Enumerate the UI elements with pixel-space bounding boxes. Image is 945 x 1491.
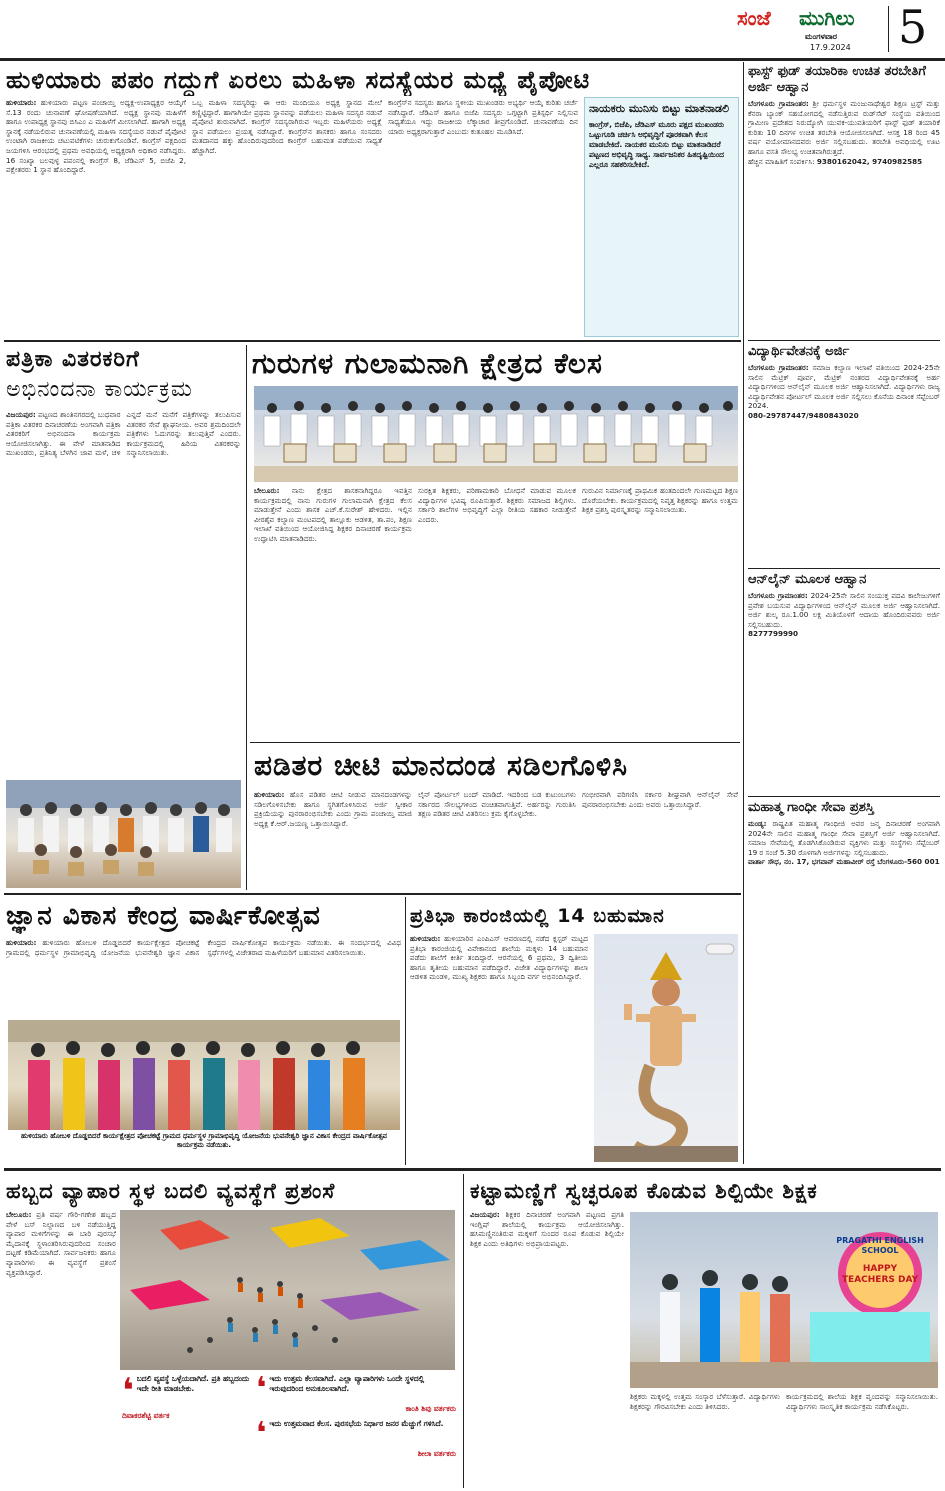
masthead-day: ಮಂಗಳವಾರ <box>805 32 838 41</box>
side2-body <box>748 363 940 573</box>
story2-headline-line2: ಅಭಿನಂದನಾ ಕಾರ್ಯಕ್ರಮ <box>6 377 193 402</box>
story4-dateline: ಹುಳಿಯಾರು: <box>254 790 285 799</box>
quote-mark-icon: ❛ <box>256 1416 267 1451</box>
story1-headline: ಹುಳಿಯಾರು ಪಪಂ ಗದ್ದುಗೆ ಏರಲು ಮಹಿಳಾ ಸದಸ್ಯೆಯರ ಮಧ್ಯೆ ಪೈಪೋಟಿ <box>6 66 591 94</box>
story7-body <box>6 1210 116 1486</box>
market-crowd-illustration <box>120 1210 455 1370</box>
story7-quote3-text: ಇದು ಉತ್ತಮವಾದ ಕೆಲಸ. ಪುರಸಭೆಯ ನಿರ್ಧಾರ ಜನರ ಮೆಚ್ಚುಗೆ ಗಳಿಸಿದೆ. <box>269 1419 444 1428</box>
side2-dateline: ಬೆಂಗಳೂರು ಗ್ರಾಮಾಂತರ: <box>748 363 809 372</box>
rule-below-story3 <box>250 742 740 743</box>
side4-text: ರಾಷ್ಟ್ರಪಿತ ಮಹಾತ್ಮ ಗಾಂಧೀಜಿ ಅವರ ಜನ್ಮ ದಿನಾಚರಣೆ ಅಂಗವಾಗಿ 2024ನೇ ಸಾಲಿನ ಮಹಾತ್ಮ ಗಾಂಧೀ ಸೇವಾ ಪ್ರಶಸ್ತಿಗೆ ಅರ್ಜಿ ಆಹ್ವಾನಿಸಲಾಗಿದೆ. ಸಮಾಜ ಸೇವೆಯಲ್ಲಿ ತೊಡಗಿಸಿಕೊಂಡಿರುವ ವ್ಯಕ್ತಿಗಳು ಮತ್ತು ಸಂಸ್ಥೆಗಳು ಸೆಪ್ಟೆಂಬರ್ 19 ರ ಸಂಜೆ 5.30 ರೊಳಗಾಗಿ ಅರ್ಜಿಗಳನ್ನು ಸಲ್ಲಿಸಬಹುದು. <box>748 819 940 857</box>
story7-quote2-text: ಇದು ಉತ್ತಮ ಕೆಲಸವಾಗಿದೆ. ಎಲ್ಲಾ ವ್ಯಾಪಾರಿಗಳು ಒಂದೇ ಸ್ಥಳದಲ್ಲಿ ಇರುವುದರಿಂದ ಅನುಕೂಲವಾಗಿದೆ. <box>269 1374 425 1393</box>
side4-dateline: ಮಂಡ್ಯ: <box>748 819 767 828</box>
logo-part1: ಸಂಜೆ <box>737 6 771 30</box>
side3-body <box>748 591 940 799</box>
felicitation-photo-illustration <box>254 386 738 482</box>
story2-dateline: ವಿಜಯಪುರ: <box>6 410 36 419</box>
story8-dateline: ವಿಜಯಪುರ: <box>470 1210 500 1219</box>
story4-col1 <box>254 790 412 888</box>
side2-phone: 080-29787447/9480843020 <box>748 410 859 420</box>
quote-box-title: ನಾಯಕರು ಮುನಿಸು ಬಿಟ್ಟು ಮಾತನಾಡಲಿ <box>589 102 730 115</box>
story7-quote1-text: ಬದಲಿ ವ್ಯವಸ್ಥೆ ಒಳ್ಳೆಯದಾಗಿದೆ. ಪ್ರತಿ ಹಬ್ಬದಂದು ಇದೇ ರೀತಿ ಮಾಡಬೇಕು. <box>136 1374 250 1393</box>
top-rule <box>0 58 945 61</box>
story7-text: ಪ್ರತಿ ವರ್ಷ ಗೌರಿ-ಗಣೇಶ ಹಬ್ಬದ ವೇಳೆ ಬಸ್ ನಿಲ್ದಾಣದ ಬಳಿ ನಡೆಯುತ್ತಿದ್ದ ವ್ಯಾಪಾರ ಮಳಿಗೆಗಳನ್ನು ಈ ಬಾರಿ ಪುರಸಭೆ ಮೈದಾನಕ್ಕೆ ಸ್ಥಳಾಂತರಿಸಿರುವುದರಿಂದ ಸಂಚಾರ ದಟ್ಟಣೆ ಕಡಿಮೆಯಾಗಿದೆ. ಸಾರ್ವಜನಿಕರು ಹಾಗೂ ವ್ಯಾಪಾರಿಗಳು ಈ ವ್ಯವಸ್ಥೆಗೆ ಪ್ರಶಂಸೆ ವ್ಯಕ್ತಪಡಿಸಿದ್ದಾರೆ. <box>6 1210 116 1277</box>
masthead <box>0 0 945 55</box>
story6-photo <box>594 934 738 1162</box>
story6-text: ಹುಳಿಯಾರಿನ ಎಂಪಿಎಸ್ ಆವರಣದಲ್ಲಿ ನಡೆದ ಕ್ಲಸ್ಟರ್ ಮಟ್ಟದ ಪ್ರತಿಭಾ ಕಾರಂಜಿಯಲ್ಲಿ ವಿವೇಕಾನಂದ ಶಾಲೆಯ ಮಕ್ಕಳು 14 ಬಹುಮಾನ ಪಡೆದು ಶಾಲೆಗೆ ಕೀರ್ತಿ ತಂದಿದ್ದಾರೆ. ಆರನೆಯಲ್ಲಿ 6 ಪ್ರಥಮ, 3 ದ್ವಿತೀಯ ಹಾಗೂ ತೃತೀಯ ಬಹುಮಾನ ಪಡೆದಿದ್ದಾರೆ. ವಿಜೇತ ವಿದ್ಯಾರ್ಥಿಗಳನ್ನು ಶಾಲಾ ಆಡಳಿತ ಮಂಡಳಿ, ಮುಖ್ಯ ಶಿಕ್ಷಕರು ಹಾಗೂ ಸಿಬ್ಬಂದಿ ವರ್ಗ ಅಭಿನಂದಿಸಿದ್ದಾರೆ. <box>410 934 588 982</box>
rule-above-bottom <box>4 1168 941 1171</box>
masthead-date: 17.9.2024 <box>810 43 851 52</box>
story6-headline: ಪ್ರತಿಭಾ ಕಾರಂಜಿಯಲ್ಲಿ 14 ಬಹುಮಾನ <box>410 905 665 927</box>
story3-photo <box>254 386 738 482</box>
story5-headline: ಜ್ಞಾನ ವಿಕಾಸ ಕೇಂದ್ರ ವಾರ್ಷಿಕೋತ್ಸವ <box>6 901 321 931</box>
story5-caption: ಹುಳಿಯಾರು ಹೋಬಳಿ ದೊಡ್ಡಬಿದರೆ ಕಾರ್ಯಕ್ಷೇತ್ರದ ಪೋಚಕಟ್ಟೆ ಗ್ರಾಮದ ಧರ್ಮಸ್ಥಳ ಗ್ರಾಮಾಭಿವೃದ್ಧಿ ಯೋಜನೆಯ ಭುವನೇಶ್ವರಿ ಜ್ಞಾನ ವಿಕಾಸ ಕೇಂದ್ರದ ವಾರ್ಷಿಕೋತ್ಸವ ಕಾರ್ಯಕ್ರಮ ನಡೆಯಿತು. <box>21 1132 387 1149</box>
story7-headline: ಹಬ್ಬದ ವ್ಯಾಪಾರ ಸ್ಥಳ ಬದಲಿ ವ್ಯವಸ್ಥೆಗೆ ಪ್ರಶಂಸೆ <box>6 1179 336 1203</box>
story7-quote1 <box>122 1371 250 1486</box>
side4-body <box>748 819 940 1159</box>
story3-col3: ಗುರುವಿನ ನಿರ್ಮಾಣಕ್ಕೆ ಪ್ರಾಥಮಿಕ ಹಂತದಿಂದಲೇ ಗುಣಮಟ್ಟದ ಶಿಕ್ಷಣ ದೊರೆಯಬೇಕು. ಕಾರ್ಯಕ್ರಮದಲ್ಲಿ ನಿವೃತ್ತ ಶಿಕ್ಷಕರನ್ನು ಹಾಗೂ ಉತ್ತಮ ಶಿಕ್ಷಕ ಪ್ರಶಸ್ತಿ ಪುರಸ್ಕೃತರನ್ನು ಸನ್ಮಾನಿಸಲಾಯಿತು. <box>582 486 738 515</box>
side3-dateline: ಬೆಂಗಳೂರು ಗ್ರಾಮಾಂತರ: <box>748 591 808 600</box>
side1-phone-label: ಹೆಚ್ಚಿನ ಮಾಹಿತಿಗೆ ಸಂಪರ್ಕಿಸಿ: <box>748 156 815 166</box>
side4 <box>748 800 940 1159</box>
side1-body <box>748 99 940 339</box>
story3-col1-text: ನಾನು ಕ್ಷೇತ್ರದ ಶಾಸಕನಾಗಿದ್ದರೂ ಇವತ್ತಿನ ಕಾರ್ಯಕ್ರಮದಲ್ಲಿ ನಾನು ಗುರುಗಳ ಗುಲಾಮನಾಗಿ ಕ್ಷೇತ್ರದ ಕೆಲಸ ಮಾಡುತ್ತೇನೆ ಎಂದು ಶಾಸಕ ಎಚ್.ಕೆ.ಸುರೇಶ್ ಹೇಳಿದರು. ಇಲ್ಲಿನ ವೀರಶೈವ ಕಲ್ಯಾಣ ಮಂಟಪದಲ್ಲಿ ತಾಲ್ಲೂಕು ಆಡಳಿತ, ತಾ.ಪಂ, ಶಿಕ್ಷಣ ಇಲಾಖೆ ವತಿಯಿಂದ ಆಯೋಜಿಸಿದ್ದ ಶಿಕ್ಷಕರ ದಿನಾಚರಣೆ ಕಾರ್ಯಕ್ರಮ ಉದ್ಘಾಟಿಸಿ ಮಾತನಾಡಿದರು. <box>254 486 412 543</box>
story6-dateline: ಹುಳಿಯಾರು: <box>410 934 441 943</box>
side3-phone: 8277799990 <box>748 629 799 639</box>
story1-col2: ಒಬ್ಬ ಮಹಿಳಾ ಸದಸ್ಯರಿದ್ದು ಈ ಆರು ಮಂದಿಯೂ ಅಧ್ಯಕ್ಷ ಸ್ಥಾನದ ಮೇಲೆ ಕಣ್ಣಿಟ್ಟಿದ್ದಾರೆ. ಹಾಗಾಗಿಯೇ ಪ್ರಥಮ ಸ್ಥಾನವನ್ನು ಪಡೆಯಲು ಮಹಿಳಾ ಸದಸ್ಯರ ನಡುವೆ ಪೈಪೋಟಿ ಶುರುವಾಗಿದೆ. ಕಾಂಗ್ರೆಸ್ ಸದಸ್ಯರಾಗಿರುವ ಇಬ್ಬರು ಮಹಿಳೆಯರು ಅಧ್ಯಕ್ಷೆ ಸ್ಥಾನ ಪಡೆಯಲು ಪ್ರಯತ್ನ ನಡೆಸಿದ್ದಾರೆ. ಕಾಂಗ್ರೆಸ್‌ನ ಶಾಸಕರು ಹಾಗೂ ಸಂಸದರು ಮತದಾನದ ಹಕ್ಕು ಹೊಂದಿರುವುದರಿಂದ ಕಾಂಗ್ರೆಸ್ ಬಹುಮತ ಪಡೆಯುವ ಸಾಧ್ಯತೆ ಹೆಚ್ಚಾಗಿದೆ. <box>192 98 382 155</box>
story8-col1-text: ಶಿಕ್ಷಕರ ದಿನಾಚರಣೆ ಅಂಗವಾಗಿ ಪಟ್ಟಣದ ಪ್ರಗತಿ ಇಂಗ್ಲಿಷ್ ಶಾಲೆಯಲ್ಲಿ ಕಾರ್ಯಕ್ರಮ ಆಯೋಜಿಸಲಾಗಿತ್ತು. ಹಸಿಮಣ್ಣಿನಂತಿರುವ ಮಕ್ಕಳಿಗೆ ಸುಂದರ ರೂಪ ಕೊಡುವ ಶಿಲ್ಪಿಯೇ ಶಿಕ್ಷಕ ಎಂದು ಅತಿಥಿಗಳು ಅಭಿಪ್ರಾಯಪಟ್ಟರು. <box>470 1210 624 1248</box>
story2-headline <box>6 345 241 405</box>
story7-quote1-by: ದಿವಾಕರಶೆಟ್ಟಿ ವರ್ತಕ <box>122 1411 170 1420</box>
side3 <box>748 572 940 799</box>
story4-col3: ಗಂಭೀರವಾಗಿ ಪರಿಗಣಿಸಿ ಸರ್ಕಾರ ಶೀಘ್ರವಾಗಿ ಆನ್‌ಲೈನ್ ಸೇವೆ ಪುನರಾರಂಭಿಸಬೇಕು ಎಂದು ಅವರು ಒತ್ತಾಯಿಸಿದ್ದಾರೆ. <box>582 790 738 809</box>
masthead-divider <box>888 6 889 52</box>
child-costume-illustration <box>594 934 738 1162</box>
story8-col3: ಕಾರ್ಯಕ್ರಮದಲ್ಲಿ ಶಾಲೆಯ ಶಿಕ್ಷಕ ವೃಂದವನ್ನು ಸನ್ಮಾನಿಸಲಾಯಿತು. ವಿದ್ಯಾರ್ಥಿಗಳು ಸಾಂಸ್ಕೃತಿಕ ಕಾರ್ಯಕ್ರಮ ನಡೆಸಿಕೊಟ್ಟರು. <box>786 1392 938 1411</box>
story7-rule <box>463 1174 464 1488</box>
side1-dateline: ಬೆಂಗಳೂರು ಗ್ರಾಮಾಂತರ: <box>748 99 809 108</box>
teachers-day-banner: HAPPY TEACHERS DAY <box>841 1264 919 1285</box>
story1-col1 <box>6 98 186 336</box>
quote-mark-icon: ❛ <box>122 1371 134 1411</box>
story5-text: ಹುಳಿಯಾರು ಹೋಬಳಿ ದೊಡ್ಡಬಿದರೆ ಕಾರ್ಯಕ್ಷೇತ್ರದ ಪೋಚಕಟ್ಟೆ ಗ್ರಾಮದಲ್ಲಿ ಧರ್ಮಸ್ಥಳ ಗ್ರಾಮಾಭಿವೃದ್ಧಿ ಯೋಜನೆಯ ಭುವನೇಶ್ವರಿ ಜ್ಞಾನ ವಿಕಾಸ ಕೇಂದ್ರದ ವಾರ್ಷಿಕೋತ್ಸವ ಕಾರ್ಯಕ್ರಮ ನಡೆಯಿತು. ಈ ಸಂದರ್ಭದಲ್ಲಿ ವಿವಿಧ ಸ್ಪರ್ಧೆಗಳಲ್ಲಿ ವಿಜೇತರಾದ ಮಹಿಳೆಯರಿಗೆ ಬಹುಮಾನ ವಿತರಿಸಲಾಯಿತು. <box>6 938 401 957</box>
side1-text: ಶ್ರೀ ಧರ್ಮಸ್ಥಳ ಮಂಜುನಾಥೇಶ್ವರ ಶಿಕ್ಷಣ ಟ್ರಸ್ಟ್ ಮತ್ತು ಕೆನರಾ ಬ್ಯಾಂಕ್ ಸಹಯೋಗದಲ್ಲಿ ನಡೆಸುತ್ತಿರುವ ರುಡ್‌ಸೆಟ್ ಸಂಸ್ಥೆಯ ವತಿಯಿಂದ ಗ್ರಾಮೀಣ ಪ್ರದೇಶದ ನಿರುದ್ಯೋಗಿ ಯುವಕ-ಯುವತಿಯರಿಗೆ ಫಾಸ್ಟ್ ಫುಡ್ ತಯಾರಿಕೆ ಕುರಿತು 10 ದಿನಗಳ ಉಚಿತ ತರಬೇತಿ ಆಯೋಜಿಸಲಾಗಿದೆ. ಆಸಕ್ತ 18 ರಿಂದ 45 ವರ್ಷ ವಯೋಮಾನದವರು ಅರ್ಜಿ ಸಲ್ಲಿಸಬಹುದು. ತರಬೇತಿ ಅವಧಿಯಲ್ಲಿ ಊಟ ಹಾಗೂ ವಸತಿ ಸೌಲಭ್ಯ ಉಚಿತವಾಗಿರುತ್ತದೆ. <box>748 99 940 156</box>
side3-headline: ಆನ್‌ಲೈನ್ ಮೂಲಕ ಆಹ್ವಾನ <box>748 572 867 587</box>
story8-headline: ಕಟ್ಟಾಮಣ್ಣಿಗೆ ಸ್ವಚ್ಛರೂಪ ಕೊಡುವ ಶಿಲ್ಪಿಯೇ ಶಿಕ್ಷಕ <box>470 1179 818 1203</box>
story7-photo <box>120 1210 455 1370</box>
story5-rule <box>405 897 406 1165</box>
side2-text: ಸಮಾಜ ಕಲ್ಯಾಣ ಇಲಾಖೆ ವತಿಯಿಂದ 2024-25ನೇ ಸಾಲಿನ ಮೆಟ್ರಿಕ್ ಪೂರ್ವ, ಮೆಟ್ರಿಕ್ ನಂತರದ ವಿದ್ಯಾರ್ಥಿವೇತನಕ್ಕೆ ಅರ್ಹ ವಿದ್ಯಾರ್ಥಿಗಳಿಂದ ಆನ್‌ಲೈನ್ ಮೂಲಕ ಅರ್ಜಿ ಆಹ್ವಾನಿಸಲಾಗಿದೆ. ವಿದ್ಯಾರ್ಥಿಗಳು ರಾಜ್ಯ ವಿದ್ಯಾರ್ಥಿವೇತನ ಪೋರ್ಟಲ್ ಮೂಲಕ ಅರ್ಜಿ ಸಲ್ಲಿಸಲು ಕೊನೆಯ ದಿನಾಂಕ ಸೆಪ್ಟೆಂಬರ್ 2024. <box>748 363 940 411</box>
school-banner: PRAGATHI ENGLISH SCHOOL <box>836 1236 924 1255</box>
story7-dateline: ಬೇಲೂರು: <box>6 1210 32 1219</box>
side2-headline: ವಿದ್ಯಾರ್ಥಿವೇತನಕ್ಕೆ ಅರ್ಜಿ <box>748 344 850 359</box>
story5-photo <box>8 1020 400 1130</box>
side4-address: ವಾರ್ತಾ ಸೌಧ, ನಂ. 17, ಭಗವಾನ್ ಮಹಾವೀರ್ ರಸ್ತೆ ಬೆಂಗಳೂರು-560 001 <box>748 857 940 867</box>
story2-text: ಪಟ್ಟಣದ ಶಾಂತಿನಗರದಲ್ಲಿ ಬುಧವಾರ ಪತ್ರಿಕಾ ವಿತರಕರ ದಿನಾಚರಣೆಯ ಅಂಗವಾಗಿ ಪತ್ರಿಕಾ ವಿತರಕರಿಗೆ ಅಭಿನಂದನಾ ಕಾರ್ಯಕ್ರಮ ಆಯೋಜಿಸಲಾಗಿತ್ತು. ಈ ವೇಳೆ ಮಾತನಾಡಿದ ಮುಖಂಡರು, ಪ್ರತಿನಿತ್ಯ ಬೆಳಗಿನ ಜಾವ ಮಳೆ, ಚಳಿ ಎನ್ನದೆ ಮನೆ ಮನೆಗೆ ಪತ್ರಿಕೆಗಳನ್ನು ತಲುಪಿಸುವ ವಿತರಕರ ಸೇವೆ ಶ್ಲಾಘನೀಯ. ಅವರ ಶ್ರಮದಿಂದಲೇ ಪತ್ರಿಕೆಗಳು ಓದುಗರನ್ನು ತಲುಪುತ್ತಿವೆ ಎಂದರು. ಕಾರ್ಯಕ್ರಮದಲ್ಲಿ ಹಿರಿಯ ವಿತರಕರನ್ನು ಸನ್ಮಾನಿಸಲಾಯಿತು. <box>6 410 241 458</box>
story6-body <box>410 934 588 1162</box>
story8-photo <box>630 1212 938 1388</box>
newspaper-logo <box>737 6 885 32</box>
side-rule2 <box>748 568 940 569</box>
side-rule3 <box>748 796 940 797</box>
story3-headline: ಗುರುಗಳ ಗುಲಾಮನಾಗಿ ಕ್ಷೇತ್ರದ ಕೆಲಸ <box>252 347 603 380</box>
side1-headline: ಫಾಸ್ಟ್ ಫುಡ್ ತಯಾರಿಕಾ ಉಚಿತ ತರಬೇತಿಗೆ ಅರ್ಜಿ ಆಹ್ವಾನ <box>748 64 926 95</box>
story3-col2: ಸುರಕ್ಷಿತ ಶಿಕ್ಷಕರು, ಪರಿಣಾಮಕಾರಿ ಬೋಧನೆ ಮಾಡುವ ಮೂಲಕ ವಿದ್ಯಾರ್ಥಿಗಳ ಭವಿಷ್ಯ ರೂಪಿಸುತ್ತಾರೆ. ಶಿಕ್ಷಕರು ಸಮಾಜದ ಶಿಲ್ಪಿಗಳು. ಸರ್ಕಾರಿ ಶಾಲೆಗಳ ಅಭಿವೃದ್ಧಿಗೆ ಎಲ್ಲಾ ರೀತಿಯ ಸಹಕಾರ ನೀಡುತ್ತೇನೆ ಎಂದರು. <box>418 486 576 524</box>
story1-col3: ಕಾಂಗ್ರೆಸ್‌ನ ಸದಸ್ಯರು ಹಾಗೂ ಸ್ಥಳೀಯ ಮುಖಂಡರು ಅಭ್ಯರ್ಥಿ ಆಯ್ಕೆ ಕುರಿತು ಚರ್ಚೆ ನಡೆಸಿದ್ದಾರೆ. ಜೆಡಿಎಸ್ ಹಾಗೂ ಬಿಜೆಪಿ ಸದಸ್ಯರು ಒಗ್ಗಟ್ಟಾಗಿ ಪ್ರತಿಸ್ಪರ್ಧಿ ನಿಲ್ಲಿಸುವ ಸಾಧ್ಯತೆಯೂ ಇದ್ದು ರಾಜಕೀಯ ಲೆಕ್ಕಾಚಾರ ತೀವ್ರಗೊಂಡಿದೆ. ಚುನಾವಣೆಯ ದಿನ ಯಾರು ಅಧ್ಯಕ್ಷರಾಗುತ್ತಾರೆ ಎಂಬುದು ಕುತೂಹಲ ಮೂಡಿಸಿದೆ. <box>388 98 578 136</box>
story4-headline: ಪಡಿತರ ಚೀಟಿ ಮಾನದಂಡ ಸಡಿಲಗೊಳಿಸಿ <box>254 749 628 782</box>
quote-box-text: ಕಾಂಗ್ರೆಸ್, ಬಿಜೆಪಿ, ಜೆಡಿಎಸ್ ಮೂರು ಪಕ್ಷದ ಮುಖಂಡರು ಒಟ್ಟುಗೂಡಿ ಚರ್ಚಿಸಿ ಅಭಿವೃದ್ಧಿಗೆ ಪೂರಕವಾಗಿ ಕೆಲಸ ಮಾಡಬೇಕಿದೆ. ನಾಯಕರ ಮುನಿಸು ಬಿಟ್ಟು ಮಾತನಾಡಿದರೆ ಪಟ್ಟಣದ ಅಭಿವೃದ್ಧಿ ಸಾಧ್ಯ. ಸಾರ್ವಜನಿಕರ ಹಿತದೃಷ್ಟಿಯಿಂದ ಎಲ್ಲರೂ ಸಹಕರಿಸಬೇಕಿದೆ. <box>589 120 725 169</box>
story2-headline-line1: ಪತ್ರಿಕಾ ವಿತರಕರಿಗೆ <box>6 347 140 372</box>
group-photo-illustration <box>6 780 241 888</box>
page-number: 5 <box>898 0 928 54</box>
story3-dateline: ಬೇಲೂರು: <box>254 486 280 495</box>
side1-phone: 9380162042, 9740982585 <box>816 156 923 166</box>
story1-col1-text: ಹುಳಿಯಾರು ಪಟ್ಟಣ ಪಂಚಾಯ್ತಿ ಅಧ್ಯಕ್ಷ-ಉಪಾಧ್ಯಕ್ಷರ ಆಯ್ಕೆಗೆ ಸೆ.13 ರಂದು ಚುನಾವಣೆ ಘೋಷಣೆಯಾಗಿದೆ. ಅಧ್ಯಕ್ಷ ಸ್ಥಾನವು ಮಹಿಳೆಗೆ ಹಾಗೂ ಉಪಾಧ್ಯಕ್ಷ ಸ್ಥಾನವು ಬಿಸಿಎಂ ಎ ಮಹಿಳೆಗೆ ಮೀಸಲಾಗಿದೆ. ಹಾಗಾಗಿ ಅಧ್ಯಕ್ಷ ಸ್ಥಾನಕ್ಕೆ ನಡೆಯಲಿರುವ ಚುನಾವಣೆಯಲ್ಲಿ ಮಹಿಳಾ ಸದಸ್ಯೆಯರ ನಡುವೆ ಪೈಪೋಟಿ ಉಂಟಾಗಿ ರಾಜಕೀಯ ಚಟುವಟಿಕೆಗಳು ಚುರುಕುಗೊಂಡಿವೆ. ಕಾಂಗ್ರೆಸ್ ಪಕ್ಷದಿಂದ ಜಯಗಳಿಸಿ ಆರಂಭದಲ್ಲಿ ಪ್ರಥಮ ಅವಧಿಯಲ್ಲಿ ಅಧ್ಯಕ್ಷರಾಗಿ ಅಧಿಕಾರ ನಡೆಸಿದ್ದರು. 16 ಸಂಖ್ಯಾ ಬಲವುಳ್ಳ ಪಪಂನಲ್ಲಿ ಕಾಂಗ್ರೆಸ್ 8, ಜೆಡಿಎಸ್ 5, ಬಿಜೆಪಿ 2, ಪಕ್ಷೇತರರು 1 ಸ್ಥಾನ ಹೊಂದಿದ್ದಾರೆ. <box>6 98 186 175</box>
story7-quote2-by: ಕಾಂತಿ ಶಿವು ವರ್ತಕರು <box>405 1404 456 1413</box>
side3-text: 2024-25ನೇ ಸಾಲಿನ ಸಂಯುಕ್ತ ಪದವಿ ಕಾಲೇಜುಗಳಿಗೆ ಪ್ರವೇಶ ಬಯಸುವ ವಿದ್ಯಾರ್ಥಿಗಳಿಂದ ಆನ್‌ಲೈನ್ ಮೂಲಕ ಅರ್ಜಿ ಆಹ್ವಾನಿಸಲಾಗಿದೆ. ಅರ್ಜಿ ಶುಲ್ಕ ರೂ.1.00 ಲಕ್ಷ ಮಿತಿಯೊಳಗೆ ಆದಾಯ ಹೊಂದಿರುವವರು ಅರ್ಜಿ ಸಲ್ಲಿಸಬಹುದು. <box>748 591 940 629</box>
side2 <box>748 344 940 573</box>
side-column-rule <box>743 62 744 1164</box>
rule-below-story1 <box>4 340 741 342</box>
story7-quote3-by: ಶೀಲಾ ವರ್ತಕರು <box>417 1449 456 1458</box>
story2-rule <box>246 345 247 890</box>
story2-body <box>6 410 241 775</box>
rule-below-story4 <box>4 893 741 895</box>
women-group-photo-illustration <box>8 1020 400 1130</box>
side1 <box>748 64 940 339</box>
story4-col1-text: ಹೊಸ ಪಡಿತರ ಚೀಟಿ ನೀಡುವ ಮಾನದಂಡಗಳನ್ನು ಸಡಿಲಗೊಳಿಸಬೇಕು ಹಾಗೂ ಸ್ಥಗಿತಗೊಳಿಸಿರುವ ಅರ್ಜಿ ಸ್ವೀಕಾರ ಪ್ರಕ್ರಿಯೆಯನ್ನು ಪುನರಾರಂಭಿಸಬೇಕು ಎಂದು ಗ್ರಾಮ ಪಂಚಾಯ್ತಿ ಮಾಜಿ ಅಧ್ಯಕ್ಷ ಕೆ.ಆರ್.ಜಯಣ್ಣ ಒತ್ತಾಯಿಸಿದ್ದಾರೆ. <box>254 790 412 828</box>
story8-col1 <box>470 1210 624 1486</box>
side-rule1 <box>748 340 940 341</box>
story5-body <box>6 938 401 1016</box>
logo-part2: ಮುಗಿಲು <box>799 6 855 30</box>
story1-dateline: ಹುಳಿಯಾರು: <box>6 98 37 107</box>
story2-photo <box>6 780 241 888</box>
quote-box <box>584 97 739 337</box>
story4-col2: ಲೈನ್ ಪೋರ್ಟಲ್ ಬಂದ್ ಮಾಡಿದೆ. ಇದರಿಂದ ಬಡ ಕುಟುಂಬಗಳು ಸರ್ಕಾರದ ಸೌಲಭ್ಯಗಳಿಂದ ವಂಚಿತವಾಗುತ್ತಿವೆ. ಅರ್ಹರನ್ನು ಗುರುತಿಸಿ ತಕ್ಷಣ ಪಡಿತರ ಚೀಟಿ ವಿತರಿಸಲು ಕ್ರಮ ಕೈಗೊಳ್ಳಬೇಕು. <box>418 790 576 819</box>
story3-col1 <box>254 486 412 736</box>
story7-quotes <box>256 1371 456 1486</box>
story5-dateline: ಹುಳಿಯಾರು: <box>6 938 37 947</box>
side4-headline: ಮಹಾತ್ಮ ಗಾಂಧೀ ಸೇವಾ ಪ್ರಶಸ್ತಿ <box>748 800 874 815</box>
story8-col2: ಶಿಕ್ಷಕರು ಮಕ್ಕಳಲ್ಲಿ ಉತ್ತಮ ಸಂಸ್ಕಾರ ಬೆಳೆಸುತ್ತಾರೆ. ವಿದ್ಯಾರ್ಥಿಗಳು ಶಿಕ್ಷಕರನ್ನು ಗೌರವಿಸಬೇಕು ಎಂದು ತಿಳಿಸಿದರು. <box>630 1392 780 1411</box>
quote-mark-icon: ❛ <box>256 1371 267 1406</box>
